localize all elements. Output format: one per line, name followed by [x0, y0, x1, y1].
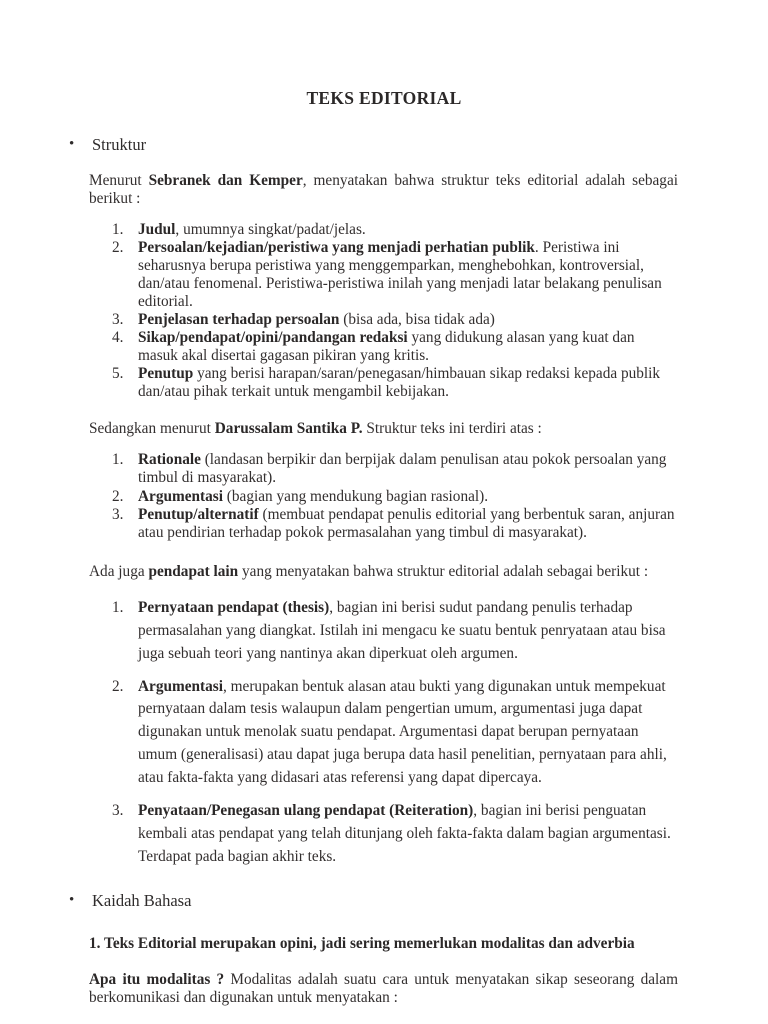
list-item-number: 2. — [112, 487, 124, 505]
modalitas-paragraph — [0, 971, 768, 1007]
list-item-term: Persoalan/kejadian/peristiwa yang menjadi perhatian publik — [138, 238, 535, 256]
list-item-term: Argumentasi — [138, 677, 223, 695]
list-item — [0, 597, 768, 666]
list-item — [0, 365, 768, 401]
kaidah-subheading-text: 1. Teks Editorial merupakan opini, jadi sering memerlukan modalitas dan adverbia — [89, 934, 635, 952]
bullet-icon: • — [69, 892, 75, 908]
list-item-term: Judul — [138, 220, 176, 238]
list-item-number: 2. — [112, 238, 124, 256]
intro-rest: , menyatakan bahwa struktur teks editorial adalah sebagai berikut : — [89, 171, 678, 207]
modalitas-question: Apa itu modalitas ? — [89, 970, 225, 988]
list-item-text: (membuat pendapat penulis editorial yang berbentuk saran, anjuran atau pendirian terhadap pokok permasalahan yang timbul di masyarakat). — [138, 505, 675, 541]
list-item-term: Argumentasi — [138, 487, 223, 505]
list-item-number: 3. — [112, 311, 124, 329]
list-item-text: , bagian ini berisi penguatan kembali atas pendapat yang telah ditunjang oleh fakta-fakta dalam bagian argumentasi. Terdapat pada bagian akhir teks. — [138, 802, 671, 866]
list-item-number: 2. — [112, 677, 124, 695]
list-item-text: (landasan berpikir dan berpijak dalam penulisan atau pokok persoalan yang timbul di masyarakat). — [138, 451, 667, 487]
kaidah-subheading — [0, 935, 768, 953]
list-item-number: 4. — [112, 329, 124, 347]
list-item-term: Rationale — [138, 451, 201, 469]
intro-emphasis: Sebranek dan Kemper — [148, 171, 303, 189]
list-item-text: yang berisi harapan/saran/penegasan/himbauan sikap redaksi kepada publik dan/atau pihak terkait untuk mengambil kebijakan. — [138, 365, 661, 401]
list-item-term: Penjelasan terhadap persoalan — [138, 311, 340, 329]
bullet-icon: • — [69, 136, 75, 152]
list-item-text: (bagian yang mendukung bagian rasional). — [222, 487, 489, 505]
list-item-text: yang didukung alasan yang kuat dan masuk akal disertai gagasan pikiran yang kritis. — [138, 329, 635, 365]
list-item-term: Pernyataan pendapat (thesis) — [138, 598, 330, 616]
list-item — [0, 451, 768, 487]
list-item-number: 1. — [112, 598, 124, 616]
list-item-term: Sikap/pendapat/opini/pandangan redaksi — [138, 329, 408, 347]
list-item — [0, 676, 768, 791]
intro-lead: Menurut — [89, 171, 149, 189]
struktur-list-pendapat-lain — [0, 597, 768, 869]
section-heading-label: Kaidah Bahasa — [92, 891, 192, 910]
list-item-text: . Peristiwa ini seharusnya berupa peristiwa yang menggemparkan, menghebohkan, kontroversial, dan/atau fenomenal. Peristiwa-peristiwa inilah yang menjadi latar belakang penulisan editorial. — [138, 238, 662, 311]
list-item-number: 3. — [112, 505, 124, 523]
list-item-term: Penyataan/Penegasan ulang pendapat (Reiteration) — [138, 802, 474, 820]
section-heading-label: Struktur — [92, 135, 147, 154]
list-item — [0, 311, 768, 329]
list-item-term: Penutup — [138, 365, 194, 383]
intro-paragraph-sebranek — [0, 172, 768, 208]
list-item — [0, 239, 768, 311]
list-item-number: 3. — [112, 802, 124, 820]
list-item — [0, 221, 768, 239]
section-heading-kaidah-bahasa — [0, 891, 768, 911]
list-item-number: 5. — [112, 365, 124, 383]
list-item-number: 1. — [112, 451, 124, 469]
intro-rest: yang menyatakan bahwa struktur editorial adalah sebagai berikut : — [238, 562, 649, 580]
list-item-number: 1. — [112, 220, 124, 238]
intro-emphasis: Darussalam Santika P. — [214, 420, 363, 438]
struktur-list-sebranek — [0, 221, 768, 401]
list-item — [0, 329, 768, 365]
list-item-text: (bisa ada, bisa tidak ada) — [339, 311, 495, 329]
intro-paragraph-darussalam — [0, 420, 768, 438]
list-item-text: , umumnya singkat/padat/jelas. — [175, 220, 366, 238]
list-item — [0, 800, 768, 869]
list-item-text: , bagian ini berisi sudut pandang penulis terhadap permasalahan yang diangkat. Istilah ini mengacu ke suatu bentuk penryataan atau bisa juga sebuah teori yang nantinya akan diperkuat oleh argumen. — [138, 598, 666, 662]
list-item-text: , merupakan bentuk alasan atau bukti yang digunakan untuk mempekuat pernyataan dalam tesis walaupun dalam pengertian umum, argumentasi juga dapat digunakan untuk menolak suatu pendapat. Argumentasi dapat berupan pernyataan umum (generalisasi) atau dapat juga berupa data hasil penelitian, pernyataan para ahli, atau fakta-fakta yang didasari atas referensi yang dapat dipercaya. — [138, 677, 667, 787]
page-title: TEKS EDITORIAL — [306, 88, 462, 108]
list-item-term: Penutup/alternatif — [138, 505, 259, 523]
list-item — [0, 488, 768, 506]
intro-paragraph-pendapat-lain — [0, 563, 768, 581]
modalitas-answer: Modalitas adalah suatu cara untuk menyatakan sikap seseorang dalam berkomunikasi dan digunakan untuk menyatakan : — [89, 970, 678, 1006]
intro-emphasis: pendapat lain — [148, 562, 239, 580]
list-item — [0, 506, 768, 542]
section-heading-struktur — [0, 135, 768, 155]
intro-lead: Ada juga — [89, 562, 149, 580]
intro-rest: Struktur teks ini terdiri atas : — [362, 420, 542, 438]
struktur-list-darussalam — [0, 451, 768, 541]
intro-lead: Sedangkan menurut — [89, 420, 215, 438]
